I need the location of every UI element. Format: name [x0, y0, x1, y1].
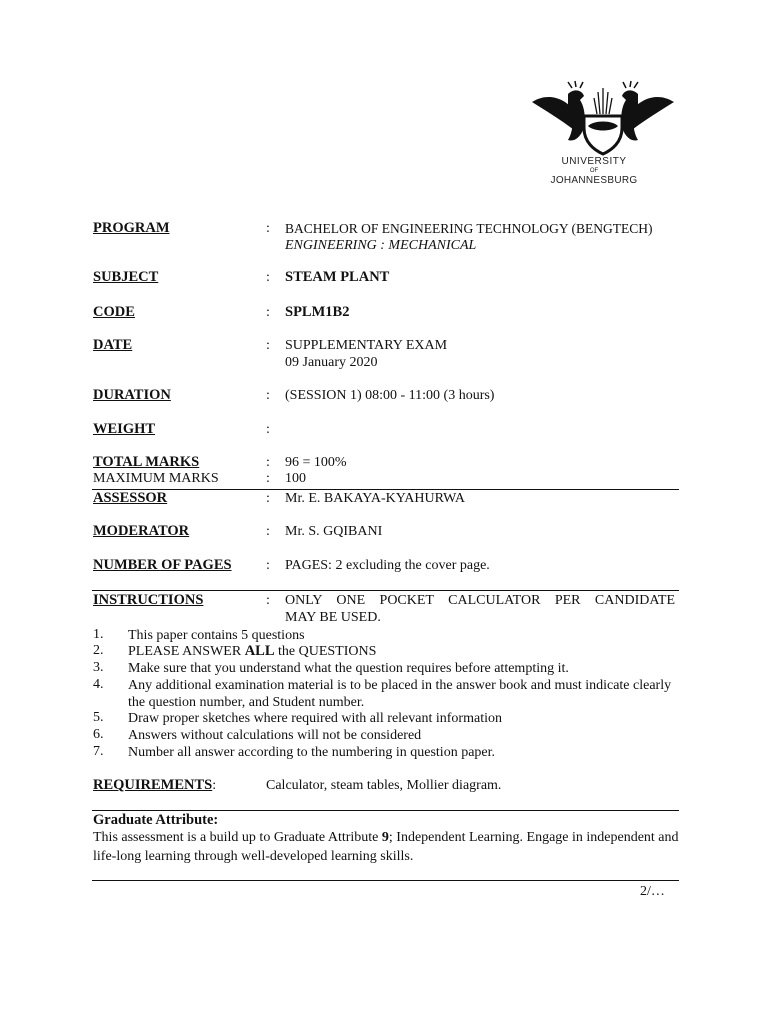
requirements-label [93, 777, 216, 794]
instructions-value: ONLY ONE POCKET CALCULATOR PER CANDIDATE [285, 593, 675, 608]
logo-line-johannesburg: JOHANNESBURG [550, 175, 638, 186]
graduate-text-post: ; Independent Learning. Engage in independent and life-long learning through well-developed learning skills. [93, 830, 679, 864]
graduate-text-pre: This assessment is a build up to Graduate Attribute [93, 830, 382, 845]
graduate-attribute-number: 9 [381, 830, 389, 845]
code-value: SPLM1B2 [285, 304, 350, 320]
weight-label: WEIGHT [93, 421, 156, 437]
date-label: DATE [93, 337, 133, 353]
maximum-marks-value: 100 [285, 471, 306, 486]
total-marks-colon: : [266, 455, 270, 470]
date-value: 09 January 2020 [285, 355, 378, 370]
graduate-attribute-heading: Graduate Attribute: [93, 812, 219, 828]
instruction-number: 6. [93, 727, 104, 742]
subject-label: SUBJECT [93, 269, 159, 285]
crest-icon [528, 80, 678, 158]
duration-value: (SESSION 1) 08:00 - 11:00 (3 hours) [285, 388, 495, 403]
date-exam-type: SUPPLEMENTARY EXAM [285, 338, 448, 353]
subject-colon: : [266, 270, 270, 285]
weight-colon: : [266, 422, 270, 437]
total-marks-label: TOTAL MARKS [93, 454, 200, 470]
graduate-attribute-text [93, 828, 683, 866]
instruction-number: 1. [93, 627, 104, 642]
page-number: 2/… [640, 884, 665, 899]
date-colon: : [266, 338, 270, 353]
instruction-text: Any additional examination material is to be placed in the answer book and must indicate clearly the question number, and Student number. [128, 678, 672, 710]
requirements-label-text: REQUIREMENTS [93, 777, 213, 793]
total-marks-value: 96 = 100% [285, 455, 347, 470]
instruction-text: Number all answer according to the numbering in question paper. [128, 745, 496, 760]
instruction-text-pre: PLEASE ANSWER [128, 644, 245, 659]
logo-line-of: OF [589, 168, 599, 174]
program-value: BACHELOR OF ENGINEERING TECHNOLOGY (BENGTECH) [285, 221, 653, 236]
pages-value: PAGES: 2 excluding the cover page. [285, 558, 490, 573]
moderator-colon: : [266, 524, 270, 539]
pages-label: NUMBER OF PAGES [93, 557, 232, 573]
instruction-number: 3. [93, 660, 104, 675]
program-colon: : [266, 221, 270, 236]
instruction-text: Answers without calculations will not be considered [128, 728, 422, 743]
divider [92, 590, 679, 591]
divider [92, 810, 679, 811]
instruction-text: Make sure that you understand what the question requires before attempting it. [128, 661, 569, 676]
program-label: PROGRAM [93, 220, 170, 236]
moderator-label: MODERATOR [93, 523, 190, 539]
divider [92, 880, 679, 881]
instruction-text: Draw proper sketches where required with all relevant information [128, 711, 502, 726]
maximum-marks-label: MAXIMUM MARKS [93, 471, 219, 486]
instruction-text-post: the QUESTIONS [274, 644, 377, 659]
requirements-colon: : [212, 778, 217, 793]
instruction-text: This paper contains 5 questions [128, 628, 305, 643]
subject-value: STEAM PLANT [285, 269, 390, 285]
instruction-number: 5. [93, 710, 104, 725]
duration-label: DURATION [93, 387, 171, 403]
instructions-colon: : [266, 593, 270, 608]
instruction-number: 7. [93, 744, 104, 759]
code-label: CODE [93, 304, 135, 320]
requirements-value: Calculator, steam tables, Mollier diagram. [266, 778, 502, 793]
instruction-text-emphasis: ALL [244, 643, 275, 659]
instructions-label: INSTRUCTIONS [93, 592, 204, 608]
logo-line-university: UNIVERSITY [561, 156, 627, 167]
maximum-marks-colon: : [266, 471, 270, 486]
duration-colon: : [266, 388, 270, 403]
pages-colon: : [266, 558, 270, 573]
divider [92, 489, 679, 490]
program-specialization: ENGINEERING : MECHANICAL [285, 238, 477, 253]
moderator-value: Mr. S. GQIBANI [285, 524, 383, 539]
instruction-number: 2. [93, 643, 104, 658]
instruction-text [128, 643, 678, 660]
code-colon: : [266, 305, 270, 320]
assessor-value: Mr. E. BAKAYA-KYAHURWA [285, 491, 465, 506]
university-logo [528, 80, 678, 190]
assessor-colon: : [266, 491, 270, 506]
assessor-label: ASSESSOR [93, 490, 168, 506]
instructions-value-cont: MAY BE USED. [285, 610, 381, 625]
instruction-number: 4. [93, 677, 104, 692]
